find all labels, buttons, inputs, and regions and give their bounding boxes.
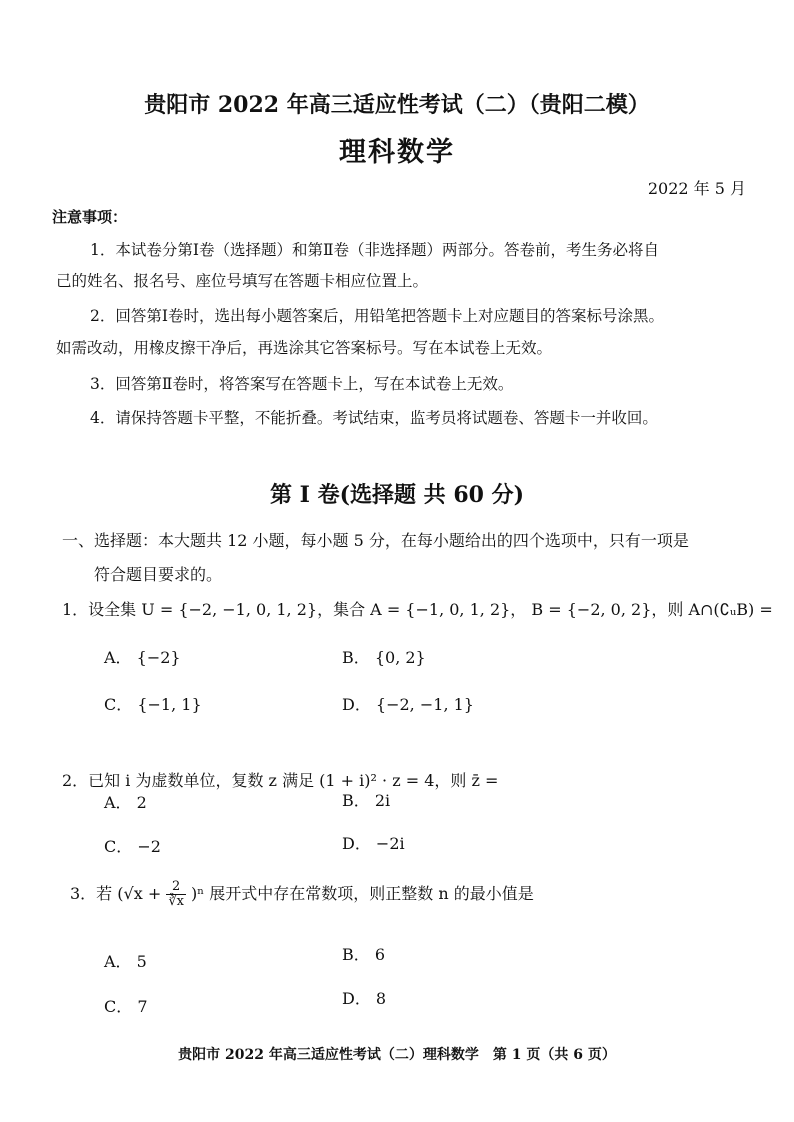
section-title: 第 I 卷(选择题 共 60 分) — [269, 482, 525, 508]
notice-heading: 注意事项： — [52, 208, 128, 226]
question-3-fraction — [166, 880, 186, 909]
exam-date: 2022 年 5 月 — [647, 179, 746, 198]
question-3-stem — [70, 880, 534, 909]
question-1-option-b: B． {0, 2} — [342, 648, 426, 667]
notice-line-1: 1．本试卷分第Ⅰ卷（选择题）和第Ⅱ卷（非选择题）两部分。答卷前，考生务必将自 — [90, 241, 660, 259]
question-1-option-d: D． {−2, −1, 1} — [342, 695, 474, 714]
question-3-stem-suffix: )ⁿ 展开式中存在常数项，则正整数 n 的最小值是 — [191, 884, 534, 903]
question-1-option-c: C． {−1, 1} — [104, 695, 202, 714]
notice-line-5: 3．回答第Ⅱ卷时，将答案写在答题卡上，写在本试卷上无效。 — [90, 375, 514, 393]
question-2-option-c: C． −2 — [104, 837, 161, 856]
question-3-option-d: D． 8 — [342, 989, 387, 1008]
question-2-option-b: B． 2i — [342, 791, 391, 810]
question-2-stem: 2．已知 i 为虚数单位，复数 z 满足 (1 + i)² · z = 4，则 z̄ = — [62, 771, 499, 790]
page-footer: 贵阳市 2022 年高三适应性考试（二）理科数学 第 1 页（共 6 页） — [178, 1047, 616, 1063]
notice-line-4: 如需改动，用橡皮擦干净后，再选涂其它答案标号。写在本试卷上无效。 — [56, 339, 553, 357]
section-intro-line-2: 符合题目要求的。 — [94, 565, 223, 584]
exam-title: 贵阳市 2022 年高三适应性考试（二）（贵阳二模） — [144, 92, 650, 118]
fraction-denominator: ∛x — [168, 894, 184, 909]
question-3-option-a: A． 5 — [104, 952, 147, 971]
question-3-stem-prefix: 3．若 (√x + — [70, 884, 167, 903]
notice-line-3: 2．回答第Ⅰ卷时，选出每小题答案后，用铅笔把答题卡上对应题目的答案标号涂黑。 — [90, 307, 664, 325]
question-1-option-a: A． {−2} — [104, 648, 181, 667]
question-2-option-d: D． −2i — [342, 834, 405, 853]
question-2-option-a: A． 2 — [104, 793, 147, 812]
question-3-option-b: B． 6 — [342, 945, 386, 964]
notice-line-6: 4．请保持答题卡平整，不能折叠。考试结束，监考员将试题卷、答题卡一并收回。 — [90, 409, 658, 427]
question-3-option-c: C． 7 — [104, 997, 148, 1016]
section-intro-line-1: 一、选择题：本大题共 12 小题，每小题 5 分，在每小题给出的四个选项中，只有一项是 — [62, 531, 689, 550]
fraction-numerator: 2 — [166, 880, 186, 895]
notice-line-2: 己的姓名、报名号、座位号填写在答题卡相应位置上。 — [56, 272, 429, 290]
subject-title: 理科数学 — [339, 137, 455, 168]
question-1-stem: 1．设全集 U = {−2, −1, 0, 1, 2}，集合 A = {−1, 0, 1, 2}， B = {−2, 0, 2}，则 A∩(∁ᵤB) = — [62, 600, 773, 619]
